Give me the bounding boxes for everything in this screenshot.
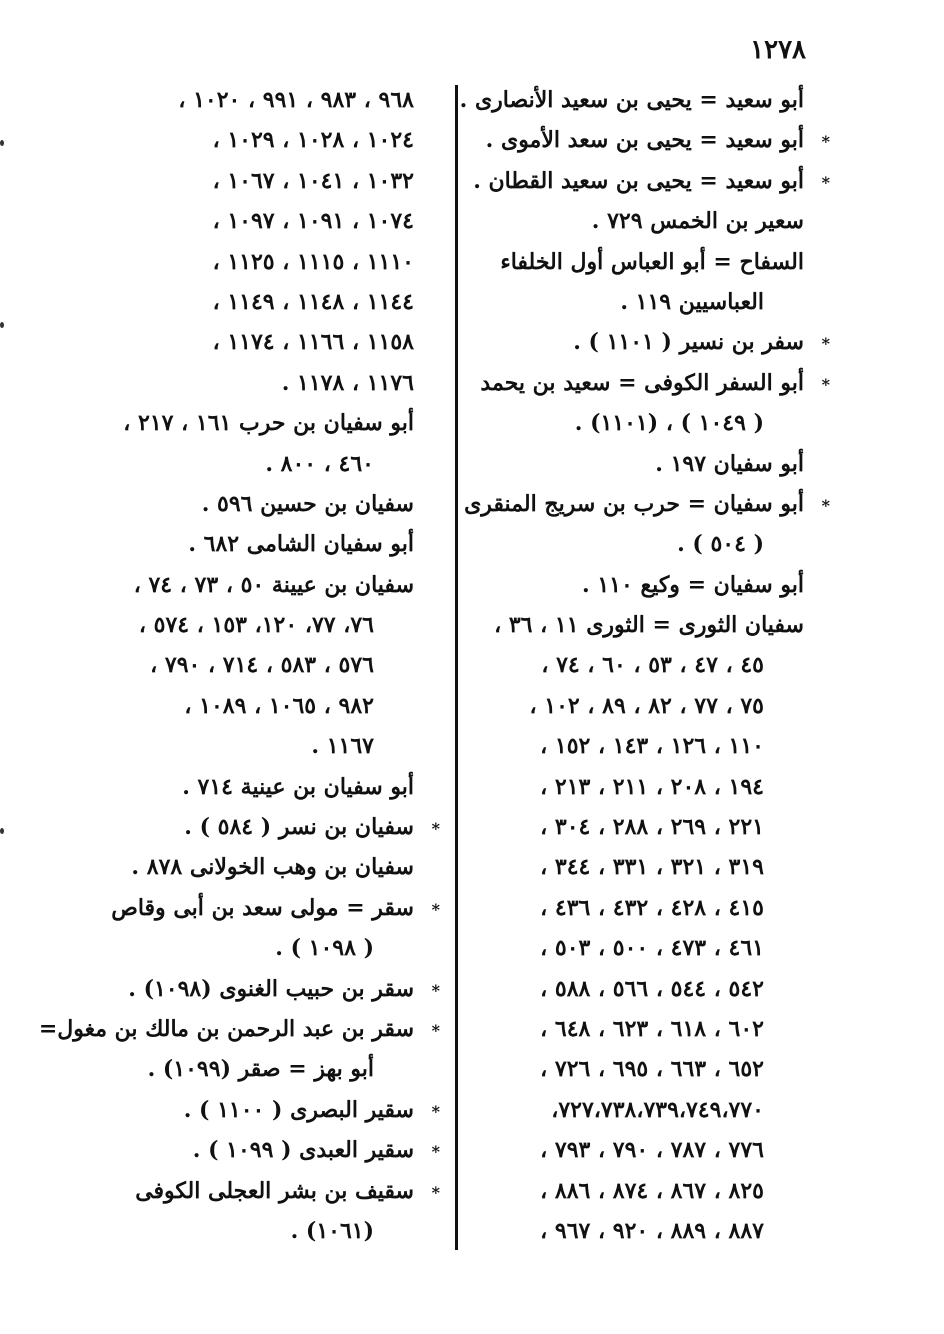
index-entry-line — [484, 1211, 804, 1251]
index-entry-line — [484, 969, 804, 1009]
asterisk-marker: * — [821, 495, 830, 515]
index-entry-line — [484, 888, 804, 928]
index-entry-text: ( ٥٠٤ ) . — [677, 531, 764, 558]
index-entry-line — [84, 767, 414, 807]
index-entry-text: السفاح = أبو العباس أول الخلفاء — [500, 248, 804, 275]
index-entry-text: ( ١٠٤٩ ) ، (١١٠١) . — [574, 410, 764, 437]
index-entry-text: ١٠٧٤ ، ١٠٩١ ، ١٠٩٧ ، — [212, 208, 414, 235]
index-entry-line — [84, 1049, 414, 1089]
index-entry-text: ١٠٣٢ ، ١٠٤١ ، ١٠٦٧ ، — [212, 167, 414, 194]
index-entry-line — [84, 1171, 440, 1211]
asterisk-marker: * — [431, 899, 440, 919]
index-entry-text: سفيان بن عيينة ٥٠ ، ٧٣ ، ٧٤ ، — [133, 571, 414, 598]
asterisk-marker: * — [821, 132, 830, 152]
index-entry-line — [84, 403, 414, 443]
index-entry-text: ١١١٠ ، ١١١٥ ، ١١٢٥ ، — [212, 248, 414, 275]
index-entry-text: سعير بن الخمس ٧٢٩ . — [591, 208, 804, 235]
asterisk-marker: * — [821, 374, 830, 394]
index-entry-text: ( ١٠٩٨ ) . — [275, 935, 374, 962]
index-entry-line — [84, 645, 414, 685]
index-entry-text: ٦٠٢ ، ٦١٨ ، ٦٢٣ ، ٦٤٨ ، — [540, 1015, 764, 1042]
index-entry-line — [84, 1211, 414, 1251]
index-entry-text: أبو بهز = صقر (١٠٩٩) . — [147, 1056, 374, 1083]
index-entry-text: ٩٦٨ ، ٩٨٣ ، ٩٩١ ، ١٠٢٠ ، — [178, 87, 414, 113]
index-entry-line — [84, 565, 414, 605]
asterisk-marker: * — [431, 1101, 440, 1121]
index-entry-line — [484, 201, 804, 241]
index-entry-text: أبو سفيان بن عينية ٧١٤ . — [182, 773, 414, 800]
index-entry-line — [84, 80, 414, 120]
index-entry-line — [473, 161, 830, 201]
index-entry-text: ١١٠ ، ١٢٦ ، ١٤٣ ، ١٥٢ ، — [540, 733, 764, 760]
index-entry-line — [484, 242, 804, 282]
index-entry-line — [484, 1049, 804, 1089]
index-entry-line — [484, 767, 804, 807]
index-entry-line — [484, 403, 804, 443]
index-entry-text: ٤٦٠ ، ٨٠٠ . — [265, 450, 374, 477]
index-entry-line — [464, 484, 830, 524]
index-entry-text: ٥٧٦ ، ٥٨٣ ، ٧١٤ ، ٧٩٠ ، — [150, 652, 374, 679]
index-entry-text: ٣١٩ ، ٣٢١ ، ٣٣١ ، ٣٤٤ ، — [540, 854, 764, 881]
index-entry-text: سفر بن نسير ( ١١٠١ ) . — [573, 329, 804, 356]
index-entry-text: سفيان الثورى = الثورى ١١ ، ٣٦ ، — [494, 612, 804, 639]
index-entry-text: أبو سفيان = وكيع ١١٠ . — [582, 571, 804, 598]
index-entry-line — [484, 565, 804, 605]
index-entry-text: ٤١٥ ، ٤٢٨ ، ٤٣٢ ، ٤٣٦ ، — [540, 894, 764, 921]
index-entry-text: العباسيين ١١٩ . — [620, 288, 764, 315]
index-entry-line — [84, 484, 414, 524]
index-entry-line — [84, 928, 414, 968]
index-entry-text: ٤٦١ ، ٤٧٣ ، ٥٠٠ ، ٥٠٣ ، — [540, 935, 764, 962]
index-entry-line — [84, 322, 414, 362]
index-entry-line — [480, 363, 830, 403]
index-entry-line — [84, 444, 414, 484]
edge-mark — [0, 140, 4, 146]
index-entry-line — [484, 686, 804, 726]
index-entry-text: ٩٨٢ ، ١٠٦٥ ، ١٠٨٩ ، — [184, 692, 374, 719]
index-entry-text: ٧٦، ٧٧، ١٢٠، ١٥٣ ، ٥٧٤ ، — [138, 612, 374, 639]
index-entry-text: أبو سعيد = يحيى بن سعد الأموى . — [485, 127, 804, 154]
index-entry-line — [84, 888, 440, 928]
index-entry-text: سفيان بن وهب الخولانى ٨٧٨ . — [131, 854, 414, 881]
index-entry-text: سقر بن حبيب الغنوى (١٠٩٨) . — [128, 975, 414, 1002]
index-entry-line — [38, 1009, 440, 1049]
index-entry-text: سفيان بن نسر ( ٥٨٤ ) . — [184, 814, 414, 841]
index-entry-line — [484, 524, 804, 564]
index-entry-text: ٨٨٧ ، ٨٨٩ ، ٩٢٠ ، ٩٦٧ ، — [540, 1217, 764, 1244]
index-entry-line — [84, 605, 414, 645]
index-column-right — [459, 80, 830, 1251]
index-entry-line — [84, 686, 414, 726]
index-entry-text: أبو سعيد = يحيى بن سعيد القطان . — [473, 167, 804, 194]
index-entry-text: ٧٧٦ ، ٧٨٧ ، ٧٩٠ ، ٧٩٣ ، — [540, 1137, 764, 1164]
asterisk-marker: * — [431, 1142, 440, 1162]
index-entry-text: سقير البصرى ( ١١٠٠ ) . — [183, 1096, 414, 1123]
index-entry-line — [484, 1171, 804, 1211]
index-entry-line — [84, 242, 414, 282]
index-entry-line — [484, 847, 804, 887]
index-entry-line — [484, 807, 804, 847]
index-entry-text: ٢٢١ ، ٢٦٩ ، ٢٨٨ ، ٣٠٤ ، — [540, 814, 764, 841]
index-entry-text: سقر = مولى سعد بن أبى وقاص — [111, 894, 414, 921]
index-entry-text: ١١٤٤ ، ١١٤٨ ، ١١٤٩ ، — [212, 288, 414, 315]
index-entry-text: أبو السفر الكوفى = سعيد بن يحمد — [480, 369, 804, 396]
index-entry-text: ١٩٤ ، ٢٠٨ ، ٢١١ ، ٢١٣ ، — [540, 773, 764, 800]
index-entry-line — [84, 726, 414, 766]
index-entry-text: سقيف بن بشر العجلى الكوفى — [135, 1177, 414, 1204]
index-entry-text: ١١٧٦ ، ١١٧٨ . — [281, 369, 414, 396]
index-entry-line — [484, 282, 804, 322]
index-entry-line — [84, 161, 414, 201]
index-entry-text: ٧٢٧،٧٣٨،٧٣٩،٧٤٩،٧٧٠، — [551, 1096, 764, 1123]
index-entry-line — [84, 807, 440, 847]
index-entry-text: ١١٥٨ ، ١١٦٦ ، ١١٧٤ ، — [212, 329, 414, 356]
index-entry-line — [484, 444, 804, 484]
index-entry-line — [484, 645, 804, 685]
index-entry-line — [84, 969, 440, 1009]
index-entry-text: ٤٥ ، ٤٧ ، ٥٣ ، ٦٠ ، ٧٤ ، — [541, 652, 764, 679]
index-entry-line — [84, 1090, 440, 1130]
edge-mark — [0, 322, 4, 328]
index-entry-line — [484, 1090, 804, 1130]
index-entry-line — [84, 1130, 440, 1170]
index-entry-text: ٥٤٢ ، ٥٤٤ ، ٥٦٦ ، ٥٨٨ ، — [540, 975, 764, 1002]
asterisk-marker: * — [431, 819, 440, 839]
index-entry-line — [84, 201, 414, 241]
index-entry-line — [84, 847, 414, 887]
index-entry-line — [84, 363, 414, 403]
asterisk-marker: * — [431, 1182, 440, 1202]
page-number: ١٢٧٨ — [750, 35, 806, 65]
index-entry-line — [484, 928, 804, 968]
index-entry-text: أبو سفيان = حرب بن سريج المنقرى — [464, 490, 804, 517]
index-entry-line — [84, 524, 414, 564]
index-entry-line — [459, 80, 804, 120]
index-entry-text: سقير العبدى ( ١٠٩٩ ) . — [192, 1137, 414, 1164]
index-entry-text: سقر بن عبد الرحمن بن مالك بن مغول= — [38, 1015, 414, 1042]
edge-mark — [0, 828, 4, 834]
index-entry-text: أبو سعيد = يحيى بن سعيد الأنصارى . — [459, 87, 804, 113]
index-entry-text: ١٠٢٤ ، ١٠٢٨ ، ١٠٢٩ ، — [212, 127, 414, 154]
index-entry-text: أبو سفيان ١٩٧ . — [655, 450, 804, 477]
index-entry-text: (١٠٦١) . — [290, 1217, 374, 1244]
index-entry-text: سفيان بن حسين ٥٩٦ . — [201, 490, 414, 517]
index-entry-line — [484, 726, 804, 766]
index-entry-text: ٦٥٢ ، ٦٦٣ ، ٦٩٥ ، ٧٢٦ ، — [540, 1056, 764, 1083]
asterisk-marker: * — [821, 172, 830, 192]
index-entry-line — [484, 605, 804, 645]
asterisk-marker: * — [431, 1020, 440, 1040]
index-entry-line — [484, 322, 830, 362]
index-entry-text: أبو سفيان الشامى ٦٨٢ . — [188, 531, 414, 558]
index-column-left — [38, 80, 440, 1251]
index-entry-line — [484, 1130, 804, 1170]
asterisk-marker: * — [821, 334, 830, 354]
asterisk-marker: * — [431, 980, 440, 1000]
index-entry-line — [484, 120, 830, 160]
index-entry-text: ٨٢٥ ، ٨٦٧ ، ٨٧٤ ، ٨٨٦ ، — [540, 1177, 764, 1204]
index-entry-line — [484, 1009, 804, 1049]
index-entry-line — [84, 120, 414, 160]
index-entry-line — [84, 282, 414, 322]
column-divider — [455, 85, 458, 1250]
index-entry-text: ٧٥ ، ٧٧ ، ٨٢ ، ٨٩ ، ١٠٢ ، — [529, 692, 764, 719]
index-entry-text: ١١٦٧ . — [311, 733, 374, 760]
index-entry-text: أبو سفيان بن حرب ١٦١ ، ٢١٧ ، — [123, 410, 414, 437]
